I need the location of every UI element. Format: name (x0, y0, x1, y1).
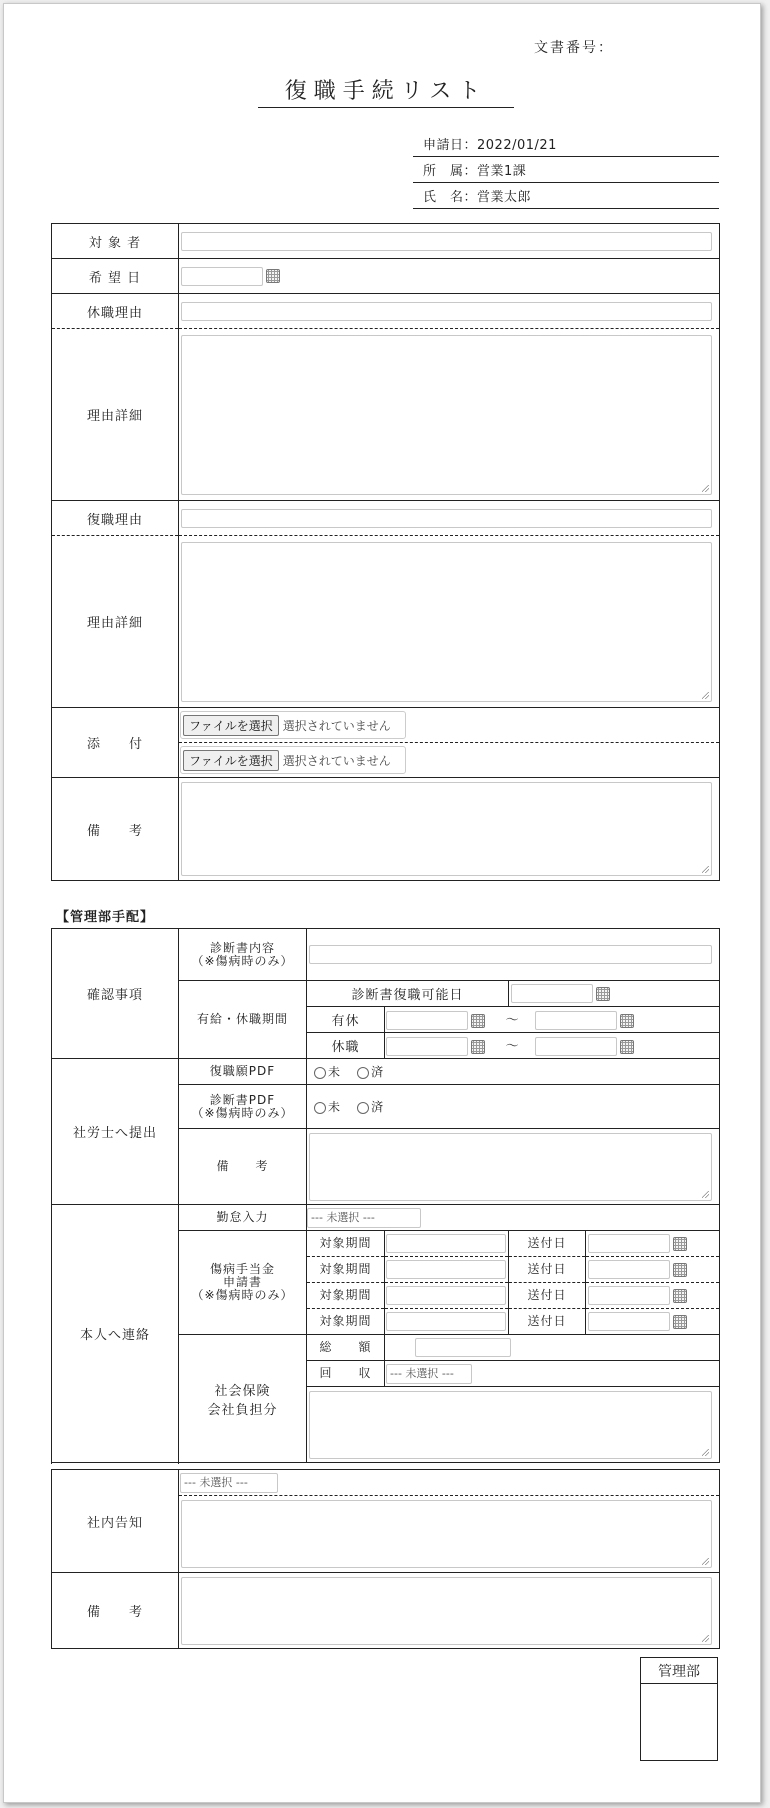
period-label: 対象期間 (307, 1309, 385, 1335)
document-page (3, 3, 761, 1803)
calendar-icon[interactable] (471, 1040, 485, 1054)
page-title: 復職手続リスト (258, 74, 514, 108)
paid-leave-end-input[interactable] (535, 1011, 617, 1030)
return-reason-label: 復職理由 (52, 501, 179, 536)
total-input[interactable] (415, 1338, 511, 1357)
calendar-icon[interactable] (620, 1040, 634, 1054)
approval-box (640, 1657, 718, 1761)
sickness-note: （※傷病時のみ） (191, 1288, 294, 1302)
attendance-select[interactable]: --- 未選択 --- (307, 1208, 421, 1228)
internal-notice-select[interactable]: --- 未選択 --- (180, 1473, 278, 1493)
apply-date: 申請日：2022/01/21 (413, 136, 719, 157)
social-ins-textarea[interactable] (309, 1391, 712, 1459)
social-ins-label: 社会保険 (214, 1383, 271, 1399)
send-date-label: 送付日 (509, 1283, 586, 1309)
internal-notice-textarea[interactable] (181, 1500, 712, 1568)
calendar-icon[interactable] (596, 987, 610, 1001)
paid-leave-period-label: 有給・休職期間 (179, 981, 307, 1059)
attachment-label: 添 付 (52, 708, 179, 778)
desired-date-input[interactable] (181, 267, 263, 286)
notes-textarea[interactable] (181, 782, 712, 876)
send-date-input[interactable] (588, 1234, 670, 1253)
reason-detail2-label: 理由詳細 (52, 536, 179, 708)
period-input[interactable] (386, 1286, 506, 1305)
diag-content-input[interactable] (309, 945, 712, 964)
calendar-icon[interactable] (471, 1014, 485, 1028)
leave-reason-input[interactable] (181, 302, 712, 321)
social-ins-label-2: 会社負担分 (207, 1402, 278, 1418)
return-reason-input[interactable] (181, 509, 712, 528)
radio-not[interactable]: 未 (314, 1098, 340, 1115)
file-select-button[interactable]: ファイルを選択 (183, 750, 279, 771)
tilde: 〜 (505, 1013, 519, 1028)
file-status: 選択されていません (282, 753, 391, 768)
period-label: 対象期間 (307, 1257, 385, 1283)
send-date-input[interactable] (588, 1260, 670, 1279)
reason-detail-label: 理由詳細 (52, 329, 179, 501)
notes-label: 備 考 (52, 778, 179, 881)
diag-pdf-note: （※傷病時のみ） (191, 1105, 294, 1120)
calendar-icon[interactable] (266, 269, 280, 283)
file-input-2[interactable] (180, 746, 406, 774)
submit-notes-textarea[interactable] (309, 1133, 712, 1201)
total-label: 総 額 (307, 1335, 385, 1361)
radio-done-icon[interactable] (357, 1067, 369, 1079)
sickness-label-2: 申請書 (222, 1275, 262, 1289)
diag-return-date-input[interactable] (511, 984, 593, 1003)
period-input[interactable] (386, 1312, 506, 1331)
management-section-title: 【管理部手配】 (56, 910, 155, 925)
notes2-label: 備 考 (52, 1573, 179, 1649)
applicant-name: 氏 名：営業太郎 (413, 188, 719, 209)
sickness-label: 傷病手当金 (209, 1262, 275, 1276)
kanri-stamp-area[interactable] (641, 1684, 718, 1761)
confirm-label: 確認事項 (52, 929, 179, 1059)
department: 所 属：営業1課 (413, 162, 719, 183)
submit-notes-label: 備 考 (179, 1129, 307, 1205)
leave-reason-label: 休職理由 (52, 294, 179, 329)
calendar-icon[interactable] (673, 1315, 687, 1329)
submit-label: 社労士へ提出 (52, 1059, 179, 1205)
leave-end-input[interactable] (535, 1037, 617, 1056)
send-date-label: 送付日 (509, 1231, 586, 1257)
kanri-label: 管理部 (641, 1658, 718, 1684)
application-form (51, 223, 720, 881)
calendar-icon[interactable] (620, 1014, 634, 1028)
send-date-input[interactable] (588, 1312, 670, 1331)
file-status: 選択されていません (282, 718, 391, 733)
period-input[interactable] (386, 1260, 506, 1279)
send-date-label: 送付日 (509, 1309, 586, 1335)
diag-pdf-label: 診断書PDF (209, 1092, 276, 1107)
notes2-textarea[interactable] (181, 1577, 712, 1645)
paid-leave-start-input[interactable] (386, 1011, 468, 1030)
radio-not[interactable]: 未 (314, 1063, 340, 1080)
diag-content-label: 診断書内容 (209, 940, 275, 955)
file-input-1[interactable] (180, 711, 406, 739)
send-date-input[interactable] (588, 1286, 670, 1305)
leave-label: 休職 (307, 1033, 385, 1059)
paid-leave-label: 有休 (307, 1007, 385, 1033)
diag-return-date-label: 診断書復職可能日 (307, 981, 509, 1007)
internal-notice-label: 社内告知 (52, 1470, 179, 1573)
management-table (51, 928, 720, 1463)
file-select-button[interactable]: ファイルを選択 (183, 715, 279, 736)
contact-label: 本人へ連絡 (52, 1205, 179, 1463)
period-input[interactable] (386, 1234, 506, 1253)
reason-detail-textarea[interactable] (181, 335, 712, 495)
target-label: 対 象 者 (52, 224, 179, 259)
tilde: 〜 (505, 1039, 519, 1054)
return-reason-detail-textarea[interactable] (181, 542, 712, 702)
notice-table (51, 1469, 720, 1649)
collect-label: 回 収 (307, 1361, 385, 1387)
collect-select[interactable]: --- 未選択 --- (386, 1364, 472, 1384)
radio-done[interactable]: 済 (357, 1063, 383, 1080)
send-date-label: 送付日 (509, 1257, 586, 1283)
doc-number-label: 文書番号： (534, 40, 614, 56)
period-label: 対象期間 (307, 1231, 385, 1257)
calendar-icon[interactable] (673, 1289, 687, 1303)
attendance-label: 勤怠入力 (179, 1205, 307, 1231)
radio-done-icon[interactable] (357, 1102, 369, 1114)
leave-start-input[interactable] (386, 1037, 468, 1056)
radio-not-icon[interactable] (314, 1102, 326, 1114)
return-pdf-label: 復職願PDF (179, 1059, 307, 1085)
desired-date-label: 希 望 日 (52, 259, 179, 294)
calendar-icon[interactable] (673, 1263, 687, 1277)
period-label: 対象期間 (307, 1283, 385, 1309)
radio-not-icon[interactable] (314, 1067, 326, 1079)
diag-content-note: （※傷病時のみ） (191, 953, 294, 968)
target-input[interactable] (181, 232, 712, 251)
calendar-icon[interactable] (673, 1237, 687, 1251)
radio-done[interactable]: 済 (357, 1098, 383, 1115)
